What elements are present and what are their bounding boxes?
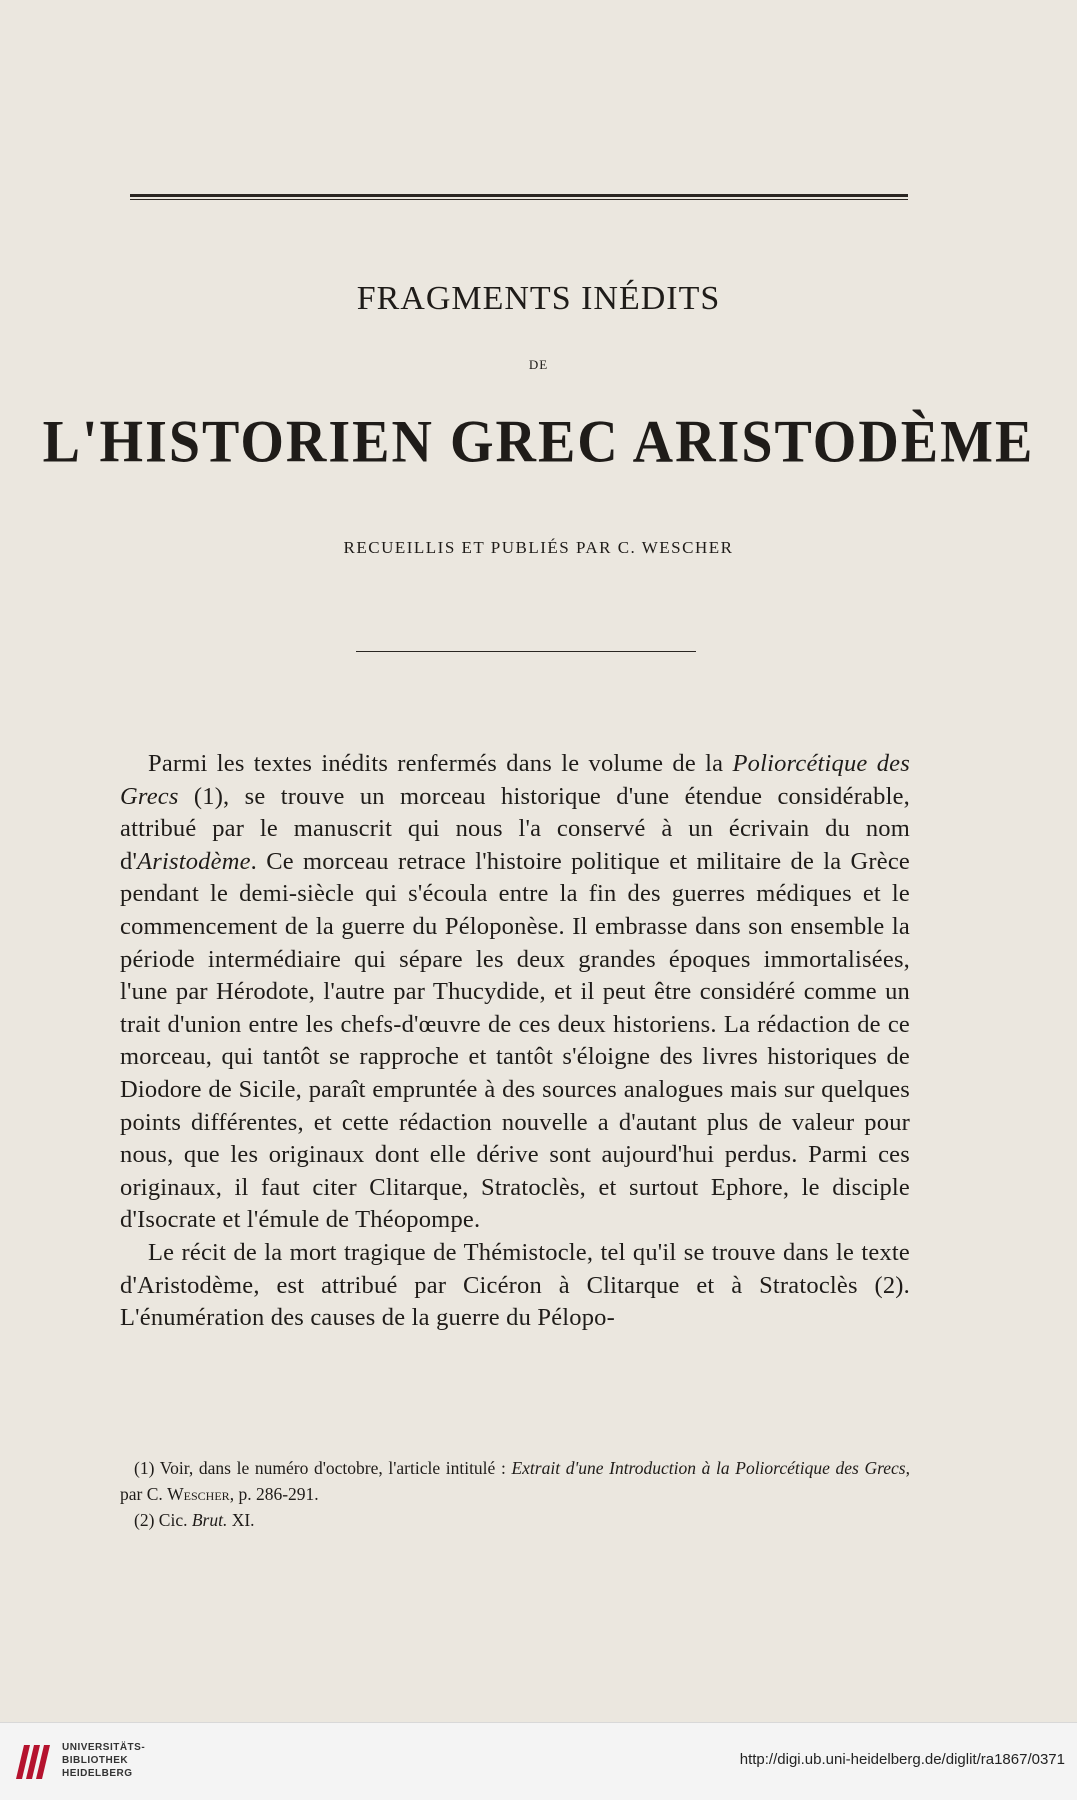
p1-text-c: (1), se trouve un morceau historique d'une étendue considérable, attribué par le manuscrit qui nous l'a conservé à un écrivain du nom d' bbox=[120, 782, 910, 875]
p1-text-e: . Ce morceau retrace l'histoire politique et militaire de la Grèce pendant le demi-siècle qui s'écoula entre la fin des guerres médiques et le commencement de la guerre du Péloponèse. Il embrasse dans son ensemble la période intermédiaire qui sépare les deux grandes époques immortalisées, l'une par Hérodote, l'autre par Thucydide, et il peut être considéré comme un trait d'union entre les chefs-d'œuvre de ces deux historiens. La rédaction de ce morceau, qui tantôt se rapproche et tantôt s'éloigne des livres historiques de Diodore de Sicile, paraît empruntée à des sources analogues mais sur quelques points différentes, et cette rédaction nouvelle a d'autant plus de valeur pour nous, que les originaux dont elle dérive sont aujourd'hui perdus. Parmi ces originaux, il faut citer Clitarque, Stratoclès, et surtout Ephore, le disciple d'Isocrate et l'émule de Théopompe. bbox=[120, 847, 910, 1234]
article-title-line1: FRAGMENTS INÉDITS bbox=[356, 280, 721, 317]
library-name bbox=[62, 1741, 145, 1780]
fn1-text-c: , par C. bbox=[120, 1458, 910, 1504]
library-name-line2: BIBLIOTHEK bbox=[62, 1755, 129, 1766]
p1-italic-title: Poliorcétique des Grecs bbox=[120, 750, 910, 810]
fn2-text-a: (2) Cic. bbox=[134, 1510, 192, 1530]
permalink-url[interactable]: http://digi.ub.uni-heidelberg.de/diglit/ra1867/0371 bbox=[739, 1751, 1065, 1768]
header-rule-thin bbox=[130, 199, 908, 200]
article-title-connector: DE bbox=[528, 357, 549, 372]
footnote-1 bbox=[120, 1455, 910, 1507]
fn2-italic: Brut. bbox=[191, 1510, 228, 1530]
fn1-text-e: , p. 286-291. bbox=[229, 1484, 319, 1504]
p1-text-a: Parmi les textes inédits renfermés dans le volume de la bbox=[148, 750, 733, 777]
article-byline: RECUEILLIS ET PUBLIÉS PAR C. WESCHER bbox=[343, 538, 734, 557]
p1-italic-name: Aristodème bbox=[137, 847, 251, 875]
footnotes bbox=[120, 1455, 910, 1533]
library-name-line3: HEIDELBERG bbox=[62, 1768, 133, 1779]
fn1-author: Wescher bbox=[167, 1484, 230, 1504]
fn1-text-a: (1) Voir, dans le numéro d'octobre, l'article intitulé : bbox=[134, 1458, 512, 1478]
header-rule bbox=[130, 194, 908, 197]
fn1-italic-title: Extrait d'une Introduction à la Poliorcétique des Grecs bbox=[511, 1458, 906, 1478]
university-library-logo-icon bbox=[12, 1739, 52, 1783]
article-body bbox=[120, 748, 910, 1335]
library-name-line1: UNIVERSITÄTS- bbox=[62, 1742, 146, 1753]
article-title-line2: L'HISTORIEN GREC ARISTODÈME bbox=[42, 408, 1035, 476]
paragraph-1 bbox=[120, 748, 910, 1237]
footnote-2 bbox=[120, 1507, 910, 1533]
section-divider bbox=[356, 651, 696, 652]
fn2-text-c: XI. bbox=[227, 1510, 255, 1530]
library-footer bbox=[0, 1722, 1077, 1800]
paragraph-2: Le récit de la mort tragique de Thémistocle, tel qu'il se trouve dans le texte d'Aristodème, est attribué par Cicéron à Clitarque et à Stratoclès (2). L'énumération des causes de la guerre du Pélopo- bbox=[120, 1238, 910, 1332]
